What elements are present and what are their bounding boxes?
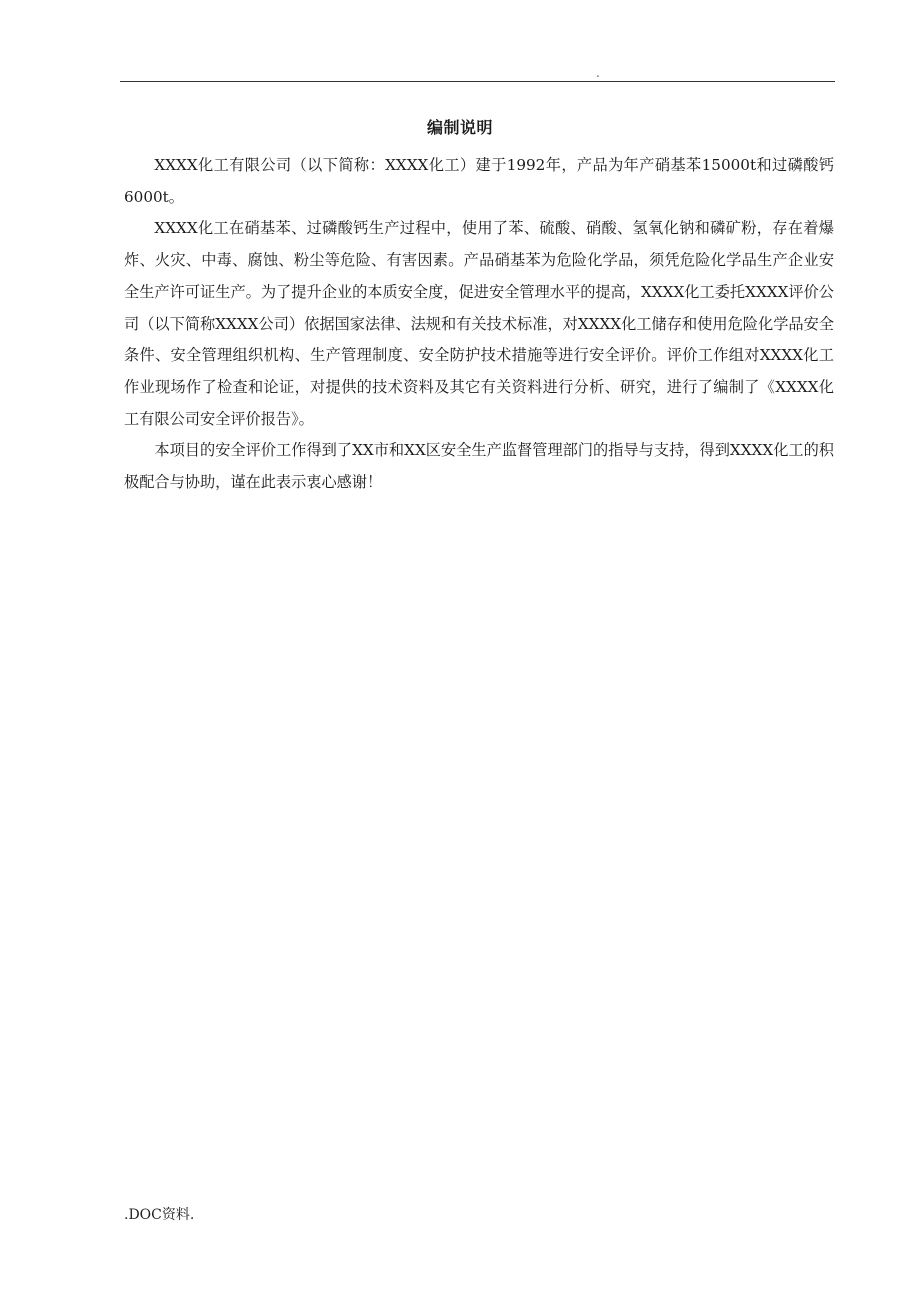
header-mark: . <box>596 66 600 80</box>
header-rule <box>120 81 835 82</box>
document-body <box>124 150 834 499</box>
page-footer: .DOC资料. <box>124 1207 195 1223</box>
page-title: 编制说明 <box>426 118 493 137</box>
paragraph-intro: XXXX化工有限公司（以下简称：XXXX化工）建于1992年，产品为年产硝基苯15000t和过磷酸钙6000t。 <box>124 156 834 206</box>
paragraph-evaluation: XXXX化工在硝基苯、过磷酸钙生产过程中，使用了苯、硫酸、硝酸、氢氧化钠和磷矿粉，存在着爆炸、火灾、中毒、腐蚀、粉尘等危险、有害因素。产品硝基苯为危险化学品，须凭危险化学品生产企业安全生产许可证生产。为了提升企业的本质安全度，促进安全管理水平的提高，XXXX化工委托XXXX评价公司（以下简称XXXX公司）依据国家法律、法规和有关技术标准，对XXXX化工储存和使用危险化学品安全条件、安全管理组织机构、生产管理制度、安全防护技术措施等进行安全评价。评价工作组对XXXX化工作业现场作了检查和论证，对提供的技术资料及其它有关资料进行分析、研究，进行了编制了《XXXX化工有限公司安全评价报告》。 <box>124 219 834 428</box>
paragraph-acknowledgement: 本项目的安全评价工作得到了XX市和XX区安全生产监督管理部门的指导与支持，得到XXXX化工的积极配合与协助，谨在此表示衷心感谢！ <box>124 441 834 492</box>
